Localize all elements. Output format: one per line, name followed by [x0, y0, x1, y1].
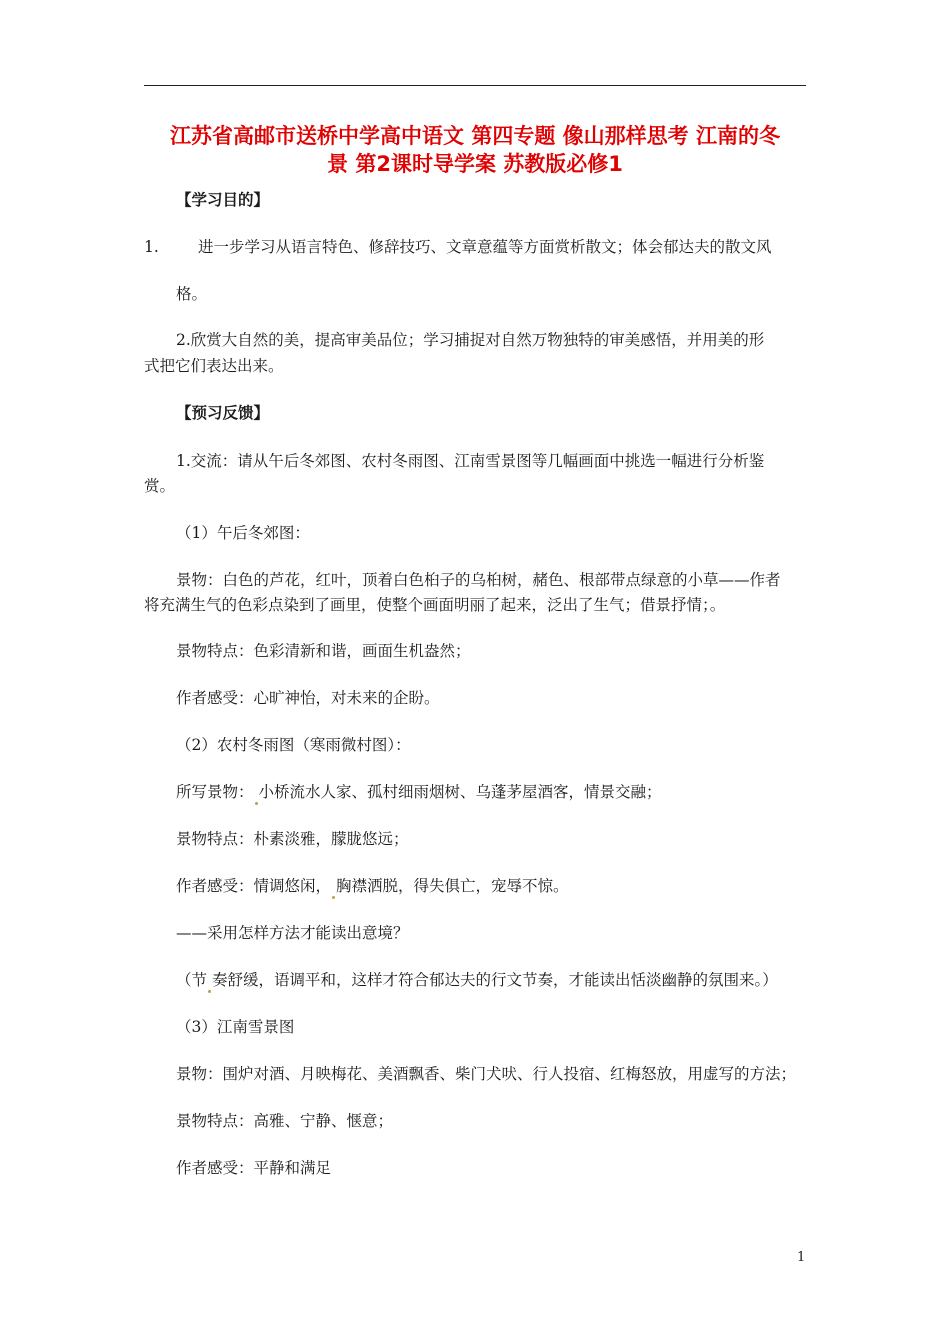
goal-2-line-2: 式把它们表达出来。 — [144, 357, 284, 375]
question-1-line-2: 赏。 — [144, 477, 176, 495]
part-2-feeling-text: 胸襟洒脱，得失俱亡，宠辱不惊。 — [336, 877, 569, 895]
page-number: 1 — [797, 1250, 806, 1265]
header-rule — [144, 85, 806, 86]
part-1-heading: （1）午后冬郊图： — [176, 524, 310, 542]
goal-2-line-1: 2.欣赏大自然的美，提高审美品位；学习捕捉对自然万物独特的审美感悟，并用美的形 — [176, 331, 765, 349]
part-2-question: ——采用怎样方法才能读出意境？ — [176, 924, 409, 942]
part-2-answer-prefix: （节 — [176, 971, 208, 989]
part-1-feature: 景物特点：色彩清新和谐，画面生机盎然； — [176, 642, 471, 660]
part-2-scene-prefix: 所写景物： — [176, 783, 254, 801]
annotation-dot — [208, 990, 211, 993]
section-heading-preview: 【预习反馈】 — [176, 403, 270, 422]
part-2-feature: 景物特点：朴素淡雅，朦胧悠远； — [176, 830, 409, 848]
part-1-scene-line-2: 将充满生气的色彩点染到了画里，使整个画面明丽了起来，泛出了生气；借景抒情；。 — [144, 596, 726, 614]
goal-1-number: 1. — [144, 238, 159, 256]
part-1-feeling: 作者感受：心旷神怡，对未来的企盼。 — [176, 689, 440, 707]
part-3-scene: 景物：围炉对酒、月映梅花、美酒飘香、柴门犬吠、行人投宿、红梅怒放，用虚写的方法； — [176, 1065, 797, 1083]
section-heading-goals: 【学习目的】 — [176, 190, 270, 209]
goal-1-line-2: 格。 — [176, 285, 208, 303]
part-2-feeling — [176, 875, 569, 899]
part-2-feeling-prefix: 作者感受：情调悠闲， — [176, 877, 332, 895]
part-1-scene-line-1: 景物：白色的芦花，红叶，顶着白色桕子的乌桕树，赭色、根部带点绿意的小草——作者 — [176, 571, 781, 589]
annotation-dot — [332, 896, 335, 899]
part-3-heading: （3）江南雪景图 — [176, 1018, 295, 1036]
part-2-scene-text: 小桥流水人家、孤村细雨烟树、乌蓬茅屋酒客，情景交融； — [258, 783, 662, 801]
title-line-2: 景 第2课时导学案 苏教版必修1 — [327, 152, 623, 176]
part-2-answer-text: 奏舒缓，语调平和，这样才符合郁达夫的行文节奏，才能读出恬淡幽静的氛围来。） — [212, 971, 778, 989]
title-line-1: 江苏省高邮市送桥中学高中语文 第四专题 像山那样思考 江南的冬 — [170, 124, 780, 148]
annotation-dot — [255, 802, 258, 805]
document-title — [144, 122, 806, 178]
part-2-heading: （2）农村冬雨图（寒雨微村图）： — [176, 736, 411, 754]
part-3-feature: 景物特点：高雅、宁静、惬意； — [176, 1112, 394, 1130]
part-3-feeling: 作者感受：平静和满足 — [176, 1159, 332, 1177]
part-2-answer — [176, 969, 778, 993]
part-2-scene — [176, 781, 662, 805]
goal-1-line-1: 进一步学习从语言特色、修辞技巧、文章意蕴等方面赏析散文；体会郁达夫的散文风 — [198, 238, 772, 256]
question-1-line-1: 1.交流：请从午后冬郊图、农村冬雨图、江南雪景图等几幅画面中挑选一幅进行分析鉴 — [176, 452, 765, 470]
